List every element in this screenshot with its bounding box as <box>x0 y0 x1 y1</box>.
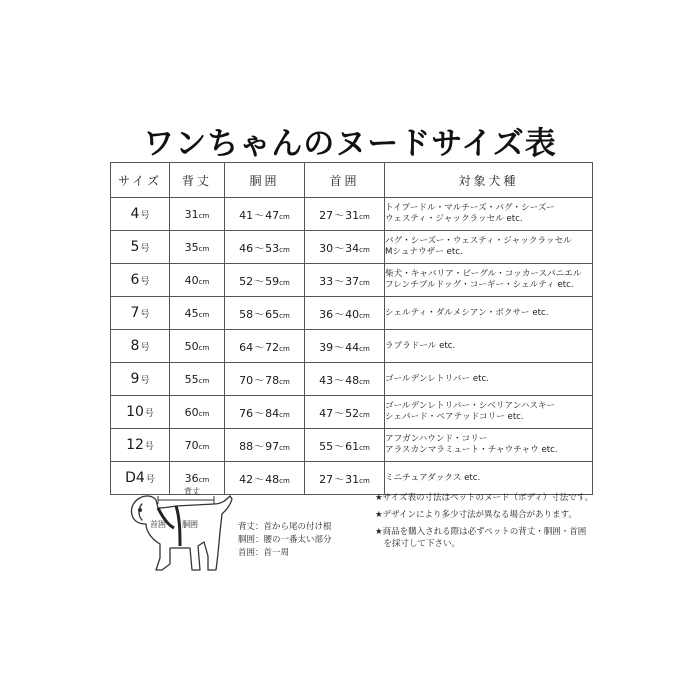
breeds-line: シェルティ・ダルメシアン・ボクサー etc. <box>385 307 549 318</box>
note-design-difference: ★デザインにより多少寸法が異なる場合があります。 <box>375 510 577 520</box>
back-length-unit: cm <box>198 475 210 484</box>
size-unit: 号 <box>140 244 150 254</box>
back-length-value: 55 <box>184 372 199 386</box>
girth-max: 72 <box>265 340 280 354</box>
girth-tilde: 〜 <box>254 309 265 321</box>
size-value: 4 <box>130 206 140 222</box>
breeds-line: パグ・シーズー・ウェスティ・ジャックラッセル <box>385 236 572 246</box>
diagram-label-girth: 胴囲 <box>182 520 198 529</box>
girth-unit: cm <box>279 344 290 353</box>
size-table <box>110 162 593 495</box>
dog-diagram <box>118 482 240 602</box>
back-length-value: 36 <box>184 471 199 485</box>
girth-max: 65 <box>265 307 280 321</box>
girth-tilde: 〜 <box>254 441 265 453</box>
back-length-unit: cm <box>198 211 210 220</box>
girth-unit: cm <box>279 443 290 452</box>
girth-band <box>176 506 180 546</box>
breeds-cell <box>385 297 593 330</box>
back-length-unit: cm <box>198 409 210 418</box>
neck-max: 44 <box>345 340 360 354</box>
legend-neck: 首囲：首一周 <box>238 548 290 558</box>
neck-tilde: 〜 <box>334 375 345 387</box>
breeds-line: シェパード・ベアテッドコリー etc. <box>385 412 524 422</box>
neck-min: 43 <box>319 373 334 387</box>
back-length-unit: cm <box>198 244 210 253</box>
header-girth: 胴囲 <box>225 163 305 198</box>
breeds-cell <box>385 198 593 231</box>
girth-min: 52 <box>239 274 254 288</box>
dog-silhouette-icon <box>131 496 232 570</box>
size-cell <box>111 330 170 363</box>
back-length-cell <box>170 198 225 231</box>
girth-cell <box>225 396 305 429</box>
table-header-row <box>111 163 593 198</box>
header-neck: 首囲 <box>305 163 385 198</box>
girth-min: 46 <box>239 241 254 255</box>
breeds-cell <box>385 462 593 495</box>
diagram-label-neck: 首囲 <box>150 520 166 529</box>
neck-cell <box>305 330 385 363</box>
size-unit: 号 <box>144 409 154 419</box>
girth-tilde: 〜 <box>254 342 265 354</box>
size-value: 9 <box>130 371 140 387</box>
back-length-value: 40 <box>184 273 199 287</box>
back-length-cell <box>170 297 225 330</box>
girth-min: 41 <box>239 208 254 222</box>
table-row <box>111 198 593 231</box>
header-breeds: 対象犬種 <box>385 163 593 198</box>
neck-tilde: 〜 <box>334 474 345 486</box>
table-row <box>111 231 593 264</box>
neck-tilde: 〜 <box>334 309 345 321</box>
girth-min: 58 <box>239 307 254 321</box>
girth-cell <box>225 231 305 264</box>
size-cell <box>111 231 170 264</box>
girth-unit: cm <box>279 245 290 254</box>
back-length-cell <box>170 330 225 363</box>
girth-unit: cm <box>279 278 290 287</box>
back-length-unit: cm <box>198 310 210 319</box>
breeds-line: フレンチブルドッグ・コーギー・シェルティ etc. <box>385 280 574 290</box>
girth-cell <box>225 330 305 363</box>
neck-cell <box>305 462 385 495</box>
girth-max: 48 <box>265 472 280 486</box>
neck-tilde: 〜 <box>334 276 345 288</box>
back-length-value: 70 <box>184 438 199 452</box>
size-value: 12 <box>126 437 144 453</box>
girth-unit: cm <box>279 311 290 320</box>
girth-max: 53 <box>265 241 280 255</box>
breeds-cell <box>385 330 593 363</box>
back-length-value: 45 <box>184 306 199 320</box>
back-length-cell <box>170 231 225 264</box>
neck-min: 36 <box>319 307 334 321</box>
note-measure-line1: ★商品を購入される際は必ずペットの背丈・胴囲・首囲 <box>375 527 587 537</box>
size-unit: 号 <box>140 277 150 287</box>
legend-girth: 胴囲：腰の一番太い部分 <box>238 535 332 545</box>
back-length-value: 60 <box>184 405 199 419</box>
breeds-line: ラブラドール etc. <box>385 340 456 351</box>
breeds-line: アラスカンマラミュート・チャウチャウ etc. <box>385 445 558 455</box>
girth-unit: cm <box>279 410 290 419</box>
girth-max: 47 <box>265 208 280 222</box>
table-row <box>111 297 593 330</box>
size-cell <box>111 396 170 429</box>
girth-cell <box>225 363 305 396</box>
breeds-line: アフガンハウンド・コリー <box>385 434 488 444</box>
measurement-legend <box>238 521 332 560</box>
neck-max: 52 <box>345 406 360 420</box>
neck-max: 61 <box>345 439 360 453</box>
back-length-cell <box>170 264 225 297</box>
size-unit: 号 <box>145 475 155 485</box>
neck-max: 40 <box>345 307 360 321</box>
neck-max: 31 <box>345 472 360 486</box>
girth-max: 59 <box>265 274 280 288</box>
girth-cell <box>225 198 305 231</box>
header-size: サイズ <box>111 163 170 198</box>
size-value: 5 <box>130 239 140 255</box>
neck-tilde: 〜 <box>334 243 345 255</box>
notes <box>375 492 605 550</box>
neck-cell <box>305 396 385 429</box>
neck-min: 27 <box>319 208 334 222</box>
girth-cell <box>225 297 305 330</box>
note-nude-size: ★サイズ表の寸法はペットのヌード（ボディ）寸法です。 <box>375 493 594 503</box>
neck-tilde: 〜 <box>334 342 345 354</box>
neck-unit: cm <box>359 212 370 221</box>
neck-min: 39 <box>319 340 334 354</box>
size-cell <box>111 363 170 396</box>
breeds-cell <box>385 264 593 297</box>
girth-min: 88 <box>239 439 254 453</box>
page-title: ワンちゃんのヌードサイズ表 <box>143 126 557 162</box>
back-length-value: 35 <box>184 240 199 254</box>
breeds-line: 柴犬・キャバリア・ビーグル・コッカースパニエル <box>385 269 582 279</box>
breeds-line: ミニチュアダックス etc. <box>385 472 481 483</box>
neck-unit: cm <box>359 311 370 320</box>
neck-min: 27 <box>319 472 334 486</box>
girth-cell <box>225 429 305 462</box>
back-length-unit: cm <box>198 442 210 451</box>
girth-max: 84 <box>265 406 280 420</box>
neck-cell <box>305 198 385 231</box>
breeds-line: ゴールデンレトリバー・シベリアンハスキー <box>385 401 556 411</box>
breeds-line: ウェスティ・ジャックラッセル etc. <box>385 214 523 224</box>
girth-min: 76 <box>239 406 254 420</box>
neck-min: 47 <box>319 406 334 420</box>
girth-tilde: 〜 <box>254 210 265 222</box>
neck-min: 33 <box>319 274 334 288</box>
table-row <box>111 429 593 462</box>
size-value: 10 <box>126 404 144 420</box>
back-length-value: 31 <box>184 207 199 221</box>
table-row <box>111 264 593 297</box>
neck-max: 34 <box>345 241 360 255</box>
size-value: 6 <box>130 272 140 288</box>
neck-max: 48 <box>345 373 360 387</box>
table-row <box>111 330 593 363</box>
neck-unit: cm <box>359 377 370 386</box>
size-value: D4 <box>125 470 145 486</box>
neck-tilde: 〜 <box>334 210 345 222</box>
neck-max: 37 <box>345 274 360 288</box>
neck-unit: cm <box>359 476 370 485</box>
neck-unit: cm <box>359 245 370 254</box>
girth-min: 64 <box>239 340 254 354</box>
neck-cell <box>305 363 385 396</box>
breeds-cell <box>385 396 593 429</box>
breeds-line: ゴールデンレトリバー etc. <box>385 373 489 384</box>
neck-min: 30 <box>319 241 334 255</box>
table-row <box>111 363 593 396</box>
neck-unit: cm <box>359 410 370 419</box>
neck-max: 31 <box>345 208 360 222</box>
breeds-line: Mシュナウザー etc. <box>385 247 463 257</box>
girth-min: 42 <box>239 472 254 486</box>
size-cell <box>111 429 170 462</box>
back-length-unit: cm <box>198 376 210 385</box>
neck-cell <box>305 231 385 264</box>
neck-unit: cm <box>359 443 370 452</box>
breeds-cell <box>385 363 593 396</box>
back-length-cell <box>170 363 225 396</box>
neck-cell <box>305 429 385 462</box>
size-cell <box>111 297 170 330</box>
diagram-label-back: 背丈 <box>184 487 200 496</box>
table-row <box>111 396 593 429</box>
size-cell <box>111 264 170 297</box>
back-length-unit: cm <box>198 277 210 286</box>
legend-back: 背丈：首から尾の付け根 <box>238 522 332 532</box>
back-length-unit: cm <box>198 343 210 352</box>
girth-unit: cm <box>279 377 290 386</box>
girth-max: 78 <box>265 373 280 387</box>
back-length-cell <box>170 429 225 462</box>
neck-cell <box>305 264 385 297</box>
size-value: 8 <box>130 338 140 354</box>
girth-tilde: 〜 <box>254 243 265 255</box>
girth-tilde: 〜 <box>254 276 265 288</box>
neck-unit: cm <box>359 278 370 287</box>
girth-unit: cm <box>279 212 290 221</box>
neck-tilde: 〜 <box>334 408 345 420</box>
breeds-line: トイプードル・マルチーズ・パグ・シーズー <box>385 203 555 213</box>
size-value: 7 <box>130 305 140 321</box>
neck-unit: cm <box>359 344 370 353</box>
girth-min: 70 <box>239 373 254 387</box>
size-unit: 号 <box>140 211 150 221</box>
girth-max: 97 <box>265 439 280 453</box>
note-measure-line2: を採寸して下さい。 <box>375 539 461 549</box>
size-unit: 号 <box>140 310 150 320</box>
size-unit: 号 <box>140 343 150 353</box>
size-cell <box>111 198 170 231</box>
size-unit: 号 <box>140 376 150 386</box>
neck-cell <box>305 297 385 330</box>
girth-unit: cm <box>279 476 290 485</box>
header-back-length: 背丈 <box>170 163 225 198</box>
back-length-value: 50 <box>184 339 199 353</box>
neck-tilde: 〜 <box>334 441 345 453</box>
girth-cell <box>225 264 305 297</box>
girth-tilde: 〜 <box>254 474 265 486</box>
back-length-marker <box>158 496 214 504</box>
size-unit: 号 <box>144 442 154 452</box>
breeds-cell <box>385 429 593 462</box>
back-length-cell <box>170 396 225 429</box>
girth-tilde: 〜 <box>254 408 265 420</box>
girth-tilde: 〜 <box>254 375 265 387</box>
breeds-cell <box>385 231 593 264</box>
neck-min: 55 <box>319 439 334 453</box>
